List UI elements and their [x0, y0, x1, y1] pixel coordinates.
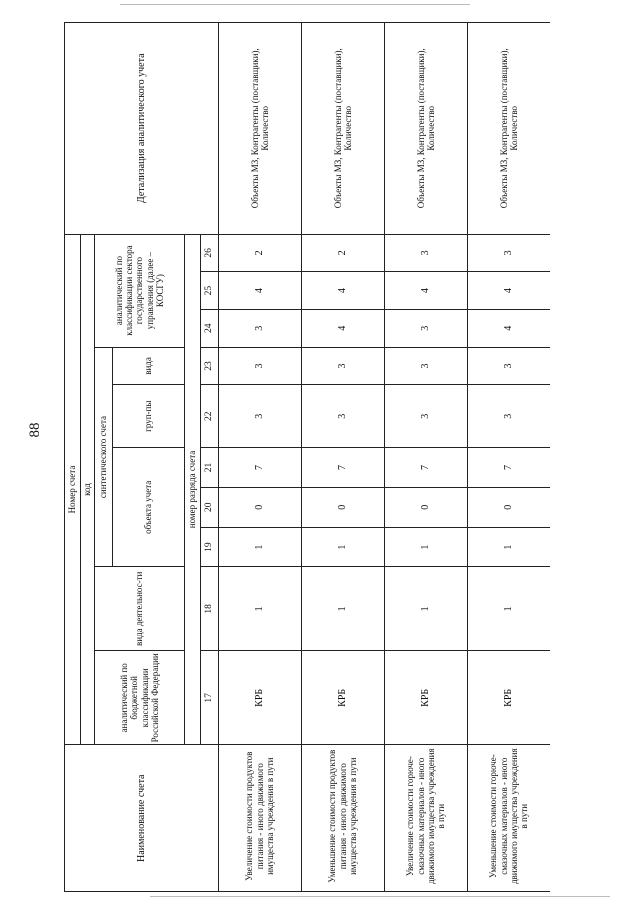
accounts-table: [64, 22, 550, 892]
digit-21-cell: 7: [385, 448, 468, 488]
detail-cell: Объекты МЗ, Контрагенты (поставщики), Количество: [468, 23, 551, 235]
digit-26-cell: 3: [468, 234, 551, 272]
col-index-25: 25: [201, 272, 219, 310]
digit-25-cell: 4: [468, 272, 551, 310]
digit-22-cell: 3: [219, 385, 302, 448]
digit-25-cell: 4: [385, 272, 468, 310]
account-name-cell: Увеличение стоимости продуктов питания - иного движимого имущества учреждения в пути: [219, 745, 302, 892]
digit-23-cell: 3: [219, 347, 302, 385]
account-name-header: Наименование счета: [65, 745, 219, 892]
account-name-cell: Уменьшение стоимости продуктов питания - иного движимого имущества учреждения в пути: [302, 745, 385, 892]
rotated-page-frame: [64, 22, 550, 892]
digit-26-cell: 3: [385, 234, 468, 272]
digit-20-cell: 0: [468, 487, 551, 527]
detail-header: Детализация аналитического учета: [65, 23, 219, 235]
digit-20-cell: 0: [219, 487, 302, 527]
account-number-header: Номер счета: [65, 234, 81, 745]
digit-19-cell: 1: [302, 527, 385, 567]
page-number: 88: [26, 422, 43, 438]
col-index-24: 24: [201, 309, 219, 347]
digit-26-cell: 2: [219, 234, 302, 272]
col-index-19: 19: [201, 527, 219, 567]
detail-cell: Объекты МЗ, Контрагенты (поставщики), Количество: [302, 23, 385, 235]
col-index-23: 23: [201, 347, 219, 385]
kind-header: вида: [113, 347, 185, 385]
budget-class-header: аналитический по бюджетной классификации Российской Федерации: [95, 651, 185, 745]
group-header: груп-пы: [113, 385, 185, 448]
digit-number-header: номер разряда счета: [185, 234, 201, 745]
activity-type-header: вида деятельнос-ти: [95, 567, 185, 651]
rotated-content: [64, 22, 550, 892]
budget-class-cell: КРБ: [468, 651, 551, 745]
digit-19-cell: 1: [468, 527, 551, 567]
budget-class-cell: КРБ: [219, 651, 302, 745]
table-row: [302, 23, 385, 892]
object-header: объекта учета: [113, 448, 185, 567]
digit-19-cell: 1: [385, 527, 468, 567]
digit-23-cell: 3: [302, 347, 385, 385]
digit-23-cell: 3: [468, 347, 551, 385]
table-row: [385, 23, 468, 892]
activity-cell: 1: [219, 567, 302, 651]
budget-class-cell: КРБ: [302, 651, 385, 745]
col-index-22: 22: [201, 385, 219, 448]
budget-class-cell: КРБ: [385, 651, 468, 745]
digit-19-cell: 1: [219, 527, 302, 567]
kosgu-header: аналитический по классификации сектора государственного управления (далее – КОСГУ): [95, 234, 185, 347]
digit-22-cell: 3: [468, 385, 551, 448]
col-index-20: 20: [201, 487, 219, 527]
activity-cell: 1: [468, 567, 551, 651]
detail-cell: Объекты МЗ, Контрагенты (поставщики), Количество: [219, 23, 302, 235]
digit-21-cell: 7: [219, 448, 302, 488]
table-row: [219, 23, 302, 892]
digit-24-cell: 4: [302, 309, 385, 347]
col-index-26: 26: [201, 234, 219, 272]
account-name-cell: Уменьшение стоимости горюче-смазочных материалов - иного движимого имущества учреждения в пути: [468, 745, 551, 892]
col-index-18: 18: [201, 567, 219, 651]
code-header: код: [81, 234, 95, 745]
digit-25-cell: 4: [219, 272, 302, 310]
digit-21-cell: 7: [302, 448, 385, 488]
digit-24-cell: 4: [468, 309, 551, 347]
scan-edge-line: [120, 4, 470, 5]
activity-cell: 1: [385, 567, 468, 651]
col-index-17: 17: [201, 651, 219, 745]
activity-cell: 1: [302, 567, 385, 651]
scan-edge-line: [150, 896, 610, 897]
synthetic-header: синтетического счета: [95, 347, 113, 567]
digit-24-cell: 3: [385, 309, 468, 347]
digit-20-cell: 0: [385, 487, 468, 527]
digit-26-cell: 2: [302, 234, 385, 272]
digit-22-cell: 3: [302, 385, 385, 448]
detail-cell: Объекты МЗ, Контрагенты (поставщики), Количество: [385, 23, 468, 235]
digit-21-cell: 7: [468, 448, 551, 488]
digit-23-cell: 3: [385, 347, 468, 385]
digit-22-cell: 3: [385, 385, 468, 448]
table-row: [468, 23, 551, 892]
digit-20-cell: 0: [302, 487, 385, 527]
account-name-cell: Увеличение стоимости горюче-смазочных материалов - иного движимого имущества учреждения в пути: [385, 745, 468, 892]
digit-24-cell: 3: [219, 309, 302, 347]
digit-25-cell: 4: [302, 272, 385, 310]
col-index-21: 21: [201, 448, 219, 488]
